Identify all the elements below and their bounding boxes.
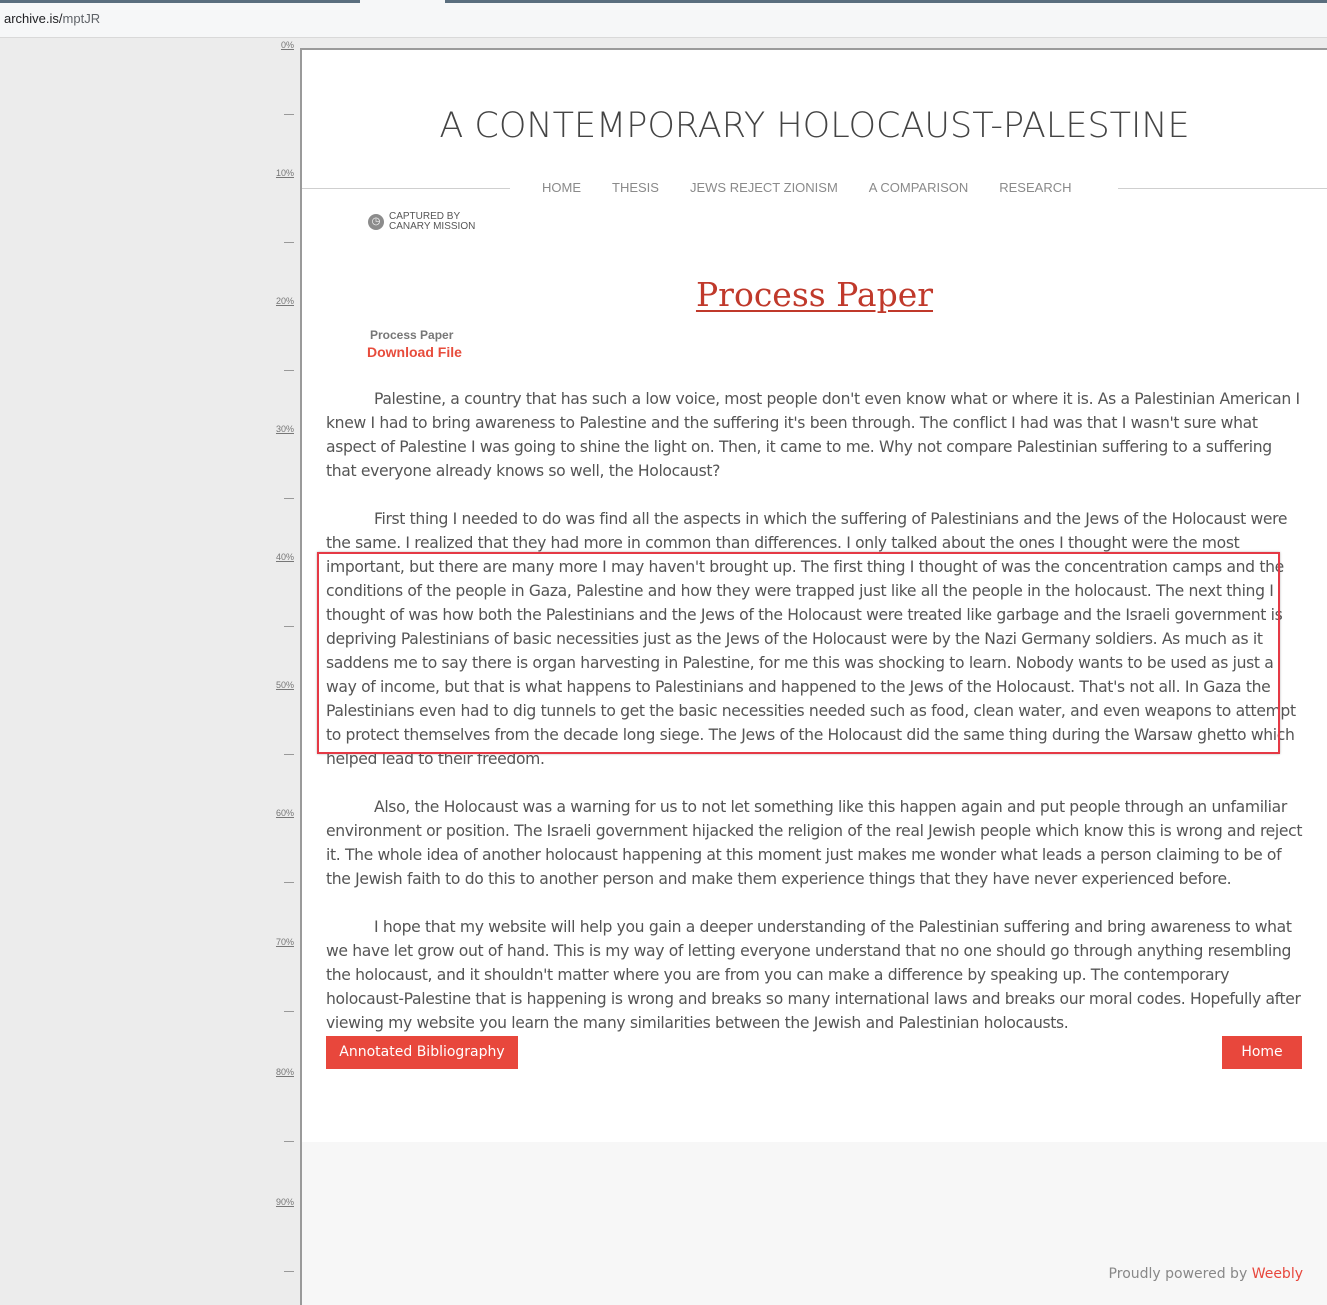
captured-line-2: CANARY MISSION bbox=[389, 221, 476, 232]
paragraph-4: I hope that my website will help you gain a deeper understanding of the Palestinian suffering and bring awareness to what we have let grow out of hand. This is my way of letting everyone understand that no one should go through anything resembling the holocaust, and it shouldn't matter where you are from you can make a difference by speaking up. The contemporary holocaust-Palestine that is happening is wrong and breaks so many international laws and breaks our moral codes. Hopefully after viewing my website you learn the many similarities between the Jewish and Palestinian holocausts. bbox=[326, 918, 1301, 1032]
article-body bbox=[326, 387, 1306, 1059]
scroll-ruler bbox=[0, 38, 300, 1305]
captured-badge bbox=[368, 212, 475, 232]
captured-text bbox=[389, 212, 475, 232]
ruler-tick bbox=[284, 882, 294, 883]
nav-divider-left bbox=[302, 188, 510, 189]
tab-strip bbox=[0, 0, 1327, 3]
download-file-link[interactable]: Download File bbox=[367, 344, 462, 360]
nav-divider-right bbox=[1118, 188, 1327, 189]
ruler-label-0[interactable]: 0% bbox=[280, 40, 294, 50]
paragraph-2: First thing I needed to do was find all the aspects in which the suffering of Palestinians and the Jews of the Holocaust were the same. I realized that they had more in common than differences. I only talked about the ones I thought were the most important, but there are many more I may haven't brought up. The first thing I thought of was the concentration camps and the conditions of the people in Gaza, Palestine and how they were trapped just like all the people in the holocaust. The next thing I thought of was how both the Palestinians and the Jews of the Holocaust were treated like garbage and the Israeli government is depriving Palestinians of basic necessities just as the Jews of the Holocaust were by the Nazi Germany soldiers. As much as it saddens me to say there is organ harvesting in Palestine, for me this was shocking to learn. Nobody wants to be used as just a way of income, but that is what happens to Palestinians and happened to the Jews of the Holocaust. That's not all. In Gaza the Palestinians even had to dig tunnels to get the basic necessities needed such as food, clean water, and even weapons to attempt to protect themselves from the decade long siege. The Jews of the Holocaust did the same thing during the Warsaw ghetto which helped lead to their freedom. bbox=[326, 510, 1296, 768]
paragraph-3: Also, the Holocaust was a warning for us to not let something like this happen again and put people through an unfamiliar environment or position. The Israeli government hijacked the religion of the real Jewish people which know this is wrong and reject it. The whole idea of another holocaust happening at this moment just makes me wonder what leads a person claiming to be of the Jewish faith to do this to another person and make them experience things that they have never experienced before. bbox=[326, 798, 1303, 888]
ruler-tick bbox=[284, 242, 294, 243]
nav-research[interactable]: RESEARCH bbox=[999, 180, 1072, 195]
ruler-label-70[interactable]: 70% bbox=[275, 937, 294, 947]
clock-icon: ◷ bbox=[368, 214, 384, 230]
nav-home[interactable]: HOME bbox=[542, 180, 581, 195]
ruler-label-40[interactable]: 40% bbox=[275, 552, 294, 562]
home-button[interactable]: Home bbox=[1222, 1036, 1302, 1069]
ruler-label-10[interactable]: 10% bbox=[275, 168, 294, 178]
ruler-tick bbox=[284, 370, 294, 371]
ruler-tick bbox=[284, 1011, 294, 1012]
ruler-tick bbox=[284, 626, 294, 627]
ruler-tick bbox=[284, 114, 294, 115]
ruler-tick bbox=[284, 1271, 294, 1272]
paragraph-1: Palestine, a country that has such a low voice, most people don't even know what or where it is. As a Palestinian American I knew I had to bring awareness to Palestine and the suffering it's been through. The conflict I had was that I wasn't sure what aspect of Palestine I was going to shine the light on. Then, it came to me. Why not compare Palestinian suffering to a suffering that everyone already knows so well, the Holocaust? bbox=[326, 390, 1300, 480]
nav-thesis[interactable]: THESIS bbox=[612, 180, 659, 195]
ruler-label-20[interactable]: 20% bbox=[275, 296, 294, 306]
ruler-tick bbox=[284, 1141, 294, 1142]
captured-line-1: CAPTURED BY bbox=[389, 211, 461, 222]
ruler-tick bbox=[284, 754, 294, 755]
ruler-label-30[interactable]: 30% bbox=[275, 424, 294, 434]
browser-bar bbox=[0, 0, 1327, 38]
archived-page bbox=[300, 48, 1327, 1305]
ruler-label-90[interactable]: 90% bbox=[275, 1197, 294, 1207]
ruler-tick bbox=[284, 498, 294, 499]
site-title[interactable]: A CONTEMPORARY HOLOCAUST-PALESTINE bbox=[439, 106, 1190, 146]
powered-prefix: Proudly powered by bbox=[1108, 1266, 1252, 1282]
ruler-label-80[interactable]: 80% bbox=[275, 1067, 294, 1077]
footer bbox=[302, 1142, 1327, 1305]
url-path: mptJR bbox=[62, 11, 101, 26]
powered-by bbox=[1109, 1266, 1303, 1282]
url-host: archive.is/ bbox=[4, 11, 63, 26]
annotated-bibliography-button[interactable]: Annotated Bibliography bbox=[326, 1036, 518, 1069]
download-file-label: Process Paper bbox=[370, 328, 454, 342]
ruler-label-60[interactable]: 60% bbox=[275, 808, 294, 818]
ruler-label-50[interactable]: 50% bbox=[275, 680, 294, 690]
main-nav bbox=[542, 180, 1103, 195]
nav-jews-reject-zionism[interactable]: JEWS REJECT ZIONISM bbox=[689, 180, 838, 195]
weebly-link[interactable]: Weebly bbox=[1251, 1266, 1303, 1282]
page-heading: Process Paper bbox=[695, 275, 934, 314]
active-tab[interactable] bbox=[360, 0, 445, 3]
nav-a-comparison[interactable]: A COMPARISON bbox=[868, 180, 969, 195]
address-bar[interactable] bbox=[4, 11, 100, 26]
